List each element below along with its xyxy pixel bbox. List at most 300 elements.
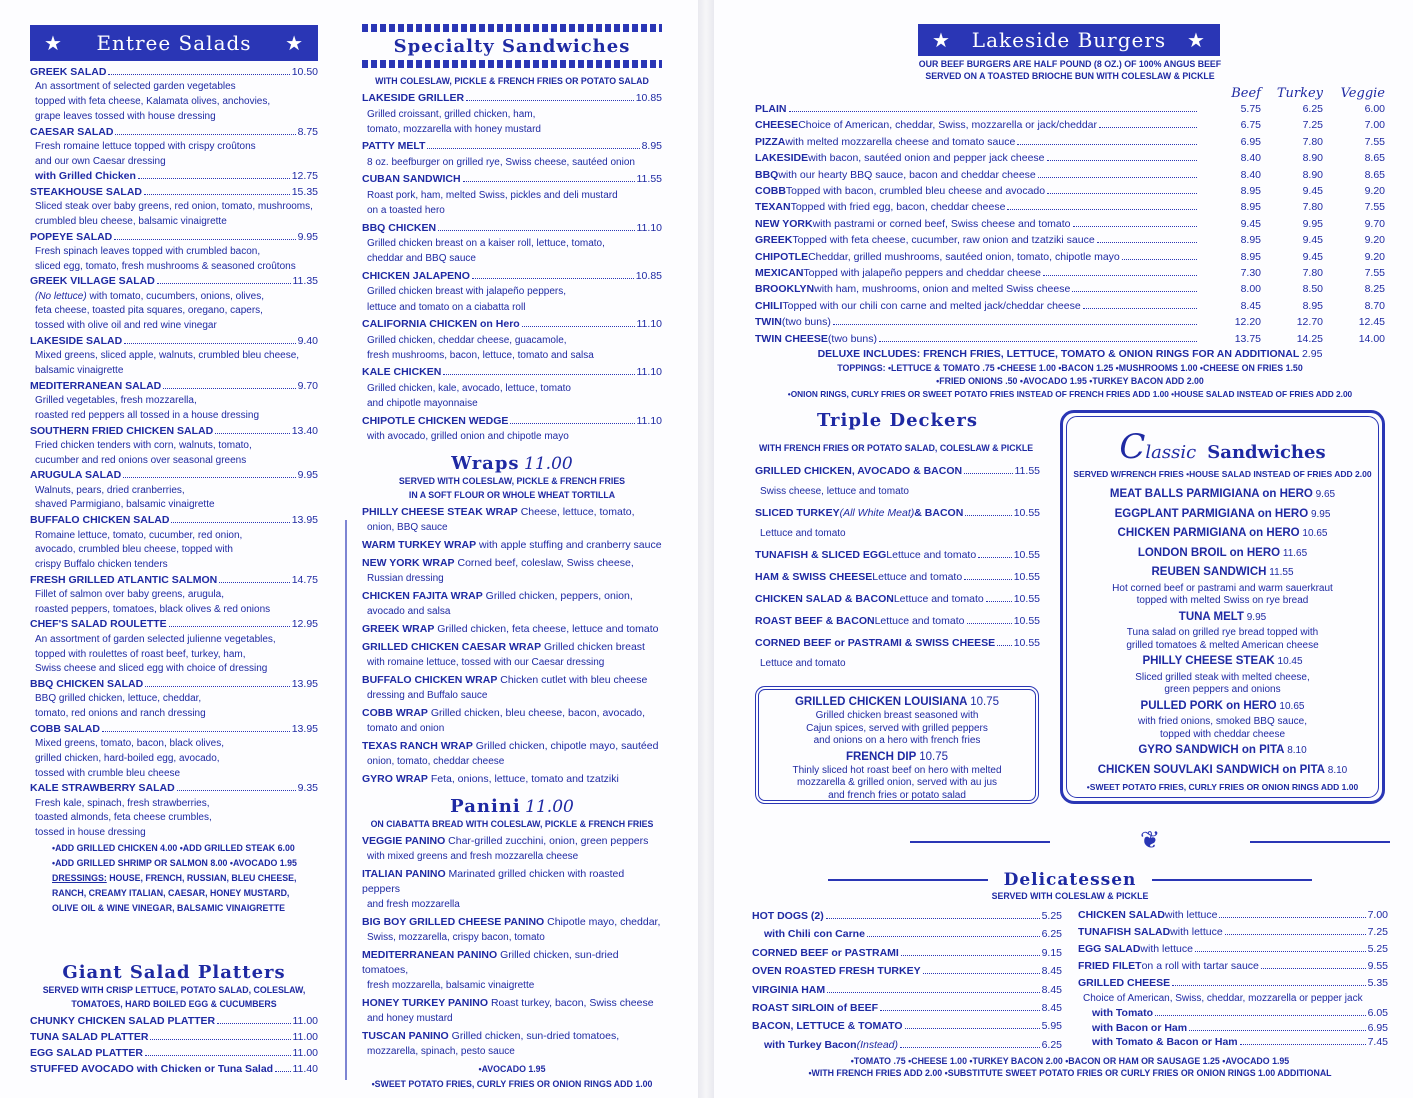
- item-name: CHICKEN FAJITA WRAP: [362, 589, 483, 602]
- item-desc: Marinated grilled chicken with roasted peppers: [362, 867, 625, 895]
- price-beef: 8.40: [1240, 152, 1261, 165]
- item-name: TUNA MELT: [1178, 610, 1244, 623]
- item-desc: Swiss cheese and sliced egg with choice of dressing: [35, 663, 268, 675]
- note-line: •ONION RINGS, CURLY FRIES OR SWEET POTATO FRIES INSTEAD OF FRENCH FRIES ADD 1.00 •HOUSE SALAD INSTEAD OF FRIES ADD 2.00: [787, 389, 1353, 400]
- item-name: GRILLED CHICKEN, AVOCADO & BACON: [755, 465, 963, 477]
- item-desc: Fillet of salmon over baby greens, arugula,: [35, 589, 224, 601]
- leader-dots: [163, 388, 295, 389]
- item-name: PIZZA: [755, 135, 786, 148]
- item-desc: (No lettuce) with tomato, cucumbers, onions, olives,: [35, 290, 264, 302]
- item-name: LAKESIDE: [755, 152, 809, 165]
- price-veggie: 7.55: [1364, 135, 1385, 148]
- item-label: [755, 314, 1199, 330]
- menu-item-row: [30, 722, 318, 737]
- item-price: 11.10: [636, 318, 662, 331]
- item-name: TEXAN: [755, 201, 791, 214]
- item-name: CALIFORNIA CHICKEN on Hero: [362, 318, 520, 331]
- item-desc: grilled tomatoes & melted American cheese: [1126, 639, 1319, 651]
- menu-item-row: [752, 1017, 1062, 1035]
- note-line: [52, 871, 318, 886]
- item-price: 9.70: [297, 379, 318, 392]
- item-desc: Mixed greens, tomato, bacon, black olives,: [35, 738, 224, 750]
- item-price: 10.45: [1274, 656, 1303, 667]
- item-desc: tossed in house dressing: [35, 827, 146, 839]
- deli-right-list: [1078, 907, 1388, 1054]
- item-desc: Choice of American, Swiss, cheddar, mozzarella or pepper jack: [1083, 993, 1363, 1004]
- price-turkey: 8.95: [1302, 299, 1323, 312]
- burger-row: [755, 232, 1385, 248]
- leader-dots: [997, 645, 1012, 646]
- price-veggie: 8.65: [1364, 168, 1385, 181]
- item-desc: Lettuce and tomato: [886, 549, 977, 561]
- deli-columns: [752, 907, 1388, 1054]
- leader-dots: [1007, 209, 1197, 210]
- item-desc: Topped with fried egg, bacon, cheddar cheese: [790, 201, 1006, 214]
- leader-dots: [217, 1023, 290, 1024]
- item-desc: Grilled chicken, bleu cheese, bacon, avocado,: [427, 706, 646, 719]
- item-desc: onion, BBQ sauce: [367, 521, 448, 533]
- item-name: OVEN ROASTED FRESH TURKEY: [752, 965, 921, 978]
- item-note: (All White Meat): [839, 507, 915, 519]
- price-beef: 8.95: [1240, 250, 1261, 263]
- item-desc: Grilled chicken breast seasoned with: [815, 710, 979, 721]
- leader-dots: [472, 278, 634, 279]
- menu-item: [362, 834, 662, 849]
- item-price: 7.25: [1367, 926, 1388, 938]
- item-price: 9.95: [1243, 611, 1267, 623]
- menu-item-row: [752, 1036, 1062, 1054]
- item-price: 10.55: [1013, 507, 1040, 519]
- dressings-text: HOUSE, FRENCH, RUSSIAN, BLEU CHEESE,: [109, 872, 297, 883]
- item-desc: crispy Buffalo chicken tenders: [35, 558, 168, 570]
- item-price: 11.10: [636, 366, 662, 379]
- item-price: 10.75: [919, 750, 949, 763]
- leader-dots: [438, 230, 634, 231]
- item-price: 10.50: [291, 66, 318, 78]
- item-desc: tomato, red onions and ranch dressing: [35, 708, 206, 720]
- menu-item-row: [752, 925, 1062, 943]
- item-label: [755, 117, 1199, 133]
- leader-dots: [1240, 1044, 1366, 1045]
- item-name: POPEYE SALAD: [30, 230, 113, 243]
- item-name: GREEK VILLAGE SALAD: [30, 275, 155, 288]
- item-name: with Turkey Bacon: [764, 1038, 857, 1051]
- item-desc: Lettuce and tomato: [760, 658, 846, 669]
- menu-item-row: [752, 999, 1062, 1017]
- item-name: BROOKLYN: [755, 283, 815, 296]
- burger-row: [755, 331, 1385, 347]
- burger-row: [755, 150, 1385, 166]
- item-name: HONEY TURKEY PANINO: [362, 996, 489, 1009]
- leader-dots: [157, 283, 291, 284]
- menu-item-row: [30, 781, 318, 796]
- item-desc: Lettuce and tomato: [760, 528, 846, 539]
- item-name: with Tomato & Bacon or Ham: [1092, 1036, 1238, 1048]
- item-name: PLAIN: [755, 103, 787, 115]
- note-line: OLIVE OIL & WINE VINEGAR, BALSAMIC VINAIGRETTE: [52, 902, 285, 913]
- item-label: [755, 199, 1199, 215]
- item-desc: Roast pork, ham, melted Swiss, pickles and deli mustard: [367, 189, 618, 201]
- item-desc: with lettuce: [1140, 943, 1193, 955]
- menu-item: [362, 622, 662, 637]
- item-label: [755, 134, 1199, 150]
- item-desc: Cajun spices, served with grilled peppers: [806, 722, 988, 734]
- leader-dots: [879, 341, 1197, 342]
- item-price: 10.85: [635, 269, 662, 282]
- menu-item-row: [1078, 958, 1388, 975]
- menu-item: [362, 556, 662, 571]
- price-beef: 7.30: [1240, 267, 1261, 280]
- item-desc: Cheddar, grilled mushrooms, sautéed onion, tomato, chipotle mayo: [808, 250, 1120, 263]
- item-name: COBB: [755, 185, 786, 198]
- menu-item-row: [752, 962, 1062, 980]
- menu-item-row: [362, 221, 662, 237]
- section-title: Delicatessen: [1003, 870, 1137, 890]
- item-name: [759, 750, 1035, 765]
- price-turkey: 7.25: [1302, 119, 1323, 132]
- item-name: with Grilled Chicken: [35, 170, 136, 183]
- title-initial: C: [1119, 427, 1146, 467]
- menu-item-row: [752, 981, 1062, 999]
- item-name: MEDITERRANEAN SALAD: [30, 379, 162, 392]
- leader-dots: [144, 194, 290, 195]
- item-name: MEAT BALLS PARMIGIANA on HERO: [1109, 488, 1313, 500]
- item-price: 8.75: [297, 125, 318, 138]
- item-title: GRILLED CHICKEN LOUISIANA: [794, 696, 968, 708]
- menu-item-row: [362, 172, 662, 188]
- item-name: ARUGULA SALAD: [30, 469, 122, 482]
- item-desc: feta cheese, toasted pita squares, oregano, capers,: [35, 305, 263, 317]
- price-turkey: 12.70: [1296, 316, 1323, 329]
- item-name: CUBAN SANDWICH: [362, 173, 461, 186]
- item-name: CORNED BEEF or PASTRAMI & SWISS CHEESE: [755, 637, 996, 649]
- col-veggie: Veggie: [1340, 86, 1385, 101]
- item-price: 11.65: [1280, 547, 1308, 559]
- item-price: 9.65: [1312, 489, 1336, 500]
- item-price: 9.35: [297, 782, 318, 795]
- leader-dots: [880, 1010, 1040, 1011]
- leader-dots: [965, 515, 1011, 516]
- item-label: [755, 101, 1199, 117]
- menu-item-row: [30, 424, 318, 439]
- leader-dots: [1017, 144, 1197, 145]
- item-price: 11.10: [636, 221, 662, 234]
- item-name: NEW YORK WRAP: [362, 556, 455, 569]
- leader-dots: [1219, 917, 1365, 918]
- leader-dots: [124, 343, 295, 344]
- deluxe-price: 2.95: [1301, 348, 1323, 361]
- section-title: Lakeside Burgers: [971, 28, 1167, 52]
- item-desc: mozzarella, spinach, pesto sauce: [367, 1045, 515, 1057]
- leader-dots: [1172, 985, 1365, 986]
- leader-dots: [145, 1055, 291, 1056]
- item-name: [759, 695, 1035, 710]
- burger-row: [755, 249, 1385, 265]
- menu-item: [1063, 563, 1382, 583]
- price-beef: 5.75: [1240, 103, 1261, 115]
- item-price: 9.95: [297, 469, 318, 482]
- leader-dots: [1122, 259, 1197, 260]
- item-name: TUNA SALAD PLATTER: [30, 1031, 149, 1043]
- item-price: 11.00: [292, 1015, 318, 1027]
- item-desc: and chipotle mayonnaise: [367, 398, 478, 410]
- item-price: 7.45: [1367, 1036, 1388, 1048]
- item-desc: Topped with feta cheese, cucumber, raw onion and tzatziki sauce: [792, 234, 1095, 247]
- burgers-banner: [918, 24, 1220, 56]
- item-name: CORNED BEEF or PASTRAMI: [752, 946, 899, 959]
- item-label: [755, 331, 1199, 347]
- menu-item-row: [30, 1045, 318, 1061]
- item-price: 8.45: [1041, 965, 1062, 978]
- ornament-divider: [910, 827, 1390, 854]
- panini-heading: [362, 796, 662, 817]
- leader-dots: [219, 582, 289, 583]
- item-name: BIG BOY GRILLED CHEESE PANINO: [362, 915, 545, 928]
- menu-item: [1063, 505, 1382, 525]
- item-desc: Chipotle mayo, cheddar,: [544, 915, 661, 928]
- leader-dots: [466, 100, 634, 101]
- item-price: 13.95: [291, 677, 318, 690]
- item-desc: Fresh kale, spinach, fresh strawberries,: [35, 797, 210, 809]
- menu-item: [1063, 608, 1382, 628]
- deli-heading: [752, 870, 1388, 890]
- item-name: COBB WRAP: [362, 706, 428, 719]
- item-desc: Grilled chicken, peppers, onion,: [482, 589, 633, 602]
- menu-item-row: [755, 460, 1040, 482]
- item-desc: Grilled chicken breast with jalapeño peppers,: [367, 286, 566, 298]
- item-name: HAM & SWISS CHEESE: [755, 571, 873, 583]
- menu-item-row: [30, 468, 318, 483]
- menu-item-row: [362, 269, 662, 285]
- leader-dots: [138, 178, 290, 179]
- section-subtitle: SERVED W/FRENCH FRIES •HOUSE SALAD INSTEAD OF FRIES ADD 2.00: [1073, 469, 1372, 479]
- price-veggie: 6.00: [1364, 103, 1385, 115]
- classic-list: [1063, 485, 1382, 780]
- item-name: STEAKHOUSE SALAD: [30, 185, 143, 198]
- item-desc: with our hearty BBQ sauce, bacon and cheddar cheese: [778, 168, 1036, 181]
- item-price: 11.10: [636, 414, 662, 427]
- item-desc: tossed with olive oil and red wine vinegar: [35, 320, 217, 332]
- menu-item-row: [755, 544, 1040, 566]
- leader-dots: [1072, 291, 1197, 292]
- item-price: 9.95: [297, 230, 318, 243]
- item-price: 13.40: [291, 424, 318, 437]
- item-desc: Grilled chicken, feta cheese, lettuce and tomato: [434, 622, 659, 635]
- item-desc: Topped with jalapeño peppers and cheddar cheese: [803, 267, 1042, 280]
- item-desc: cucumber and red onions over seasonal greens: [35, 454, 247, 466]
- triple-deckers-section: [755, 410, 1040, 674]
- item-desc: Swiss cheese, lettuce and tomato: [760, 486, 909, 497]
- note-line: •SWEET POTATO FRIES, CURLY FRIES OR ONION RINGS ADD 1.00: [371, 1078, 653, 1089]
- item-name: STUFFED AVOCADO with Chicken or Tuna Salad: [30, 1063, 274, 1075]
- item-name: ROAST BEEF & BACON: [755, 615, 875, 627]
- item-price: 7.00: [1367, 909, 1388, 921]
- leader-dots: [102, 731, 290, 732]
- item-desc: Hot corned beef or pastrami and warm sauerkraut: [1112, 582, 1333, 594]
- item-name: CHEF'S SALAD ROULETTE: [30, 618, 167, 631]
- item-desc: Fried chicken tenders with corn, walnuts, tomato,: [35, 439, 252, 451]
- note-line: RANCH, CREAMY ITALIAN, CAESAR, HONEY MUSTARD,: [52, 887, 290, 898]
- page-fold: [698, 0, 714, 1098]
- item-name: KALE CHICKEN: [362, 366, 442, 379]
- leader-dots: [826, 918, 1040, 919]
- item-desc: lettuce and tomato on a ciabatta roll: [367, 301, 526, 313]
- item-price: 14.75: [291, 573, 318, 586]
- item-price: 9.55: [1367, 960, 1388, 972]
- item-name: GYRO SANDWICH on PITA: [1138, 744, 1285, 756]
- item-name: BUFFALO CHICKEN WRAP: [362, 673, 498, 686]
- star-icon: ★: [285, 31, 304, 55]
- item-price: 12.95: [291, 618, 318, 631]
- leader-dots: [275, 1071, 290, 1072]
- item-desc: tomato, mozzarella with honey mustard: [367, 123, 541, 135]
- menu-item: [362, 706, 662, 721]
- item-name: TUNAFISH SALAD: [1078, 926, 1171, 938]
- item-name: GREEK SALAD: [30, 66, 107, 78]
- item-desc: An assortment of selected garden vegetables: [35, 81, 236, 93]
- item-desc: Grilled chicken, kale, avocado, lettuce, tomato: [367, 382, 571, 394]
- item-price: 10.55: [1013, 571, 1040, 583]
- note-line: •ADD GRILLED CHICKEN 4.00 •ADD GRILLED STEAK 6.00: [52, 842, 295, 853]
- panini-list: [362, 834, 662, 1062]
- leader-dots: [150, 1039, 290, 1040]
- leader-dots: [986, 601, 1012, 602]
- item-desc: and our own Caesar dressing: [35, 155, 166, 167]
- item-desc: Grilled chicken breast: [541, 640, 645, 653]
- section-price: 11.00: [525, 796, 574, 817]
- item-name: NEW YORK: [755, 217, 813, 230]
- item-name: CHILI: [755, 299, 783, 312]
- menu-item-row: [362, 414, 662, 430]
- menu-item-row: [362, 317, 662, 333]
- fleuron-icon: ❦: [1139, 827, 1161, 854]
- leader-dots: [1038, 177, 1197, 178]
- item-name: BBQ: [755, 168, 779, 181]
- section-title: Specialty Sandwiches: [393, 36, 631, 57]
- leader-dots: [1047, 193, 1197, 194]
- menu-item-row: [30, 169, 318, 184]
- section-title: Entree Salads: [96, 31, 252, 55]
- item-price: 6.05: [1367, 1007, 1388, 1019]
- note-line: •TOMATO .75 •CHEESE 1.00 •TURKEY BACON 2.00 •BACON OR HAM OR SAUSAGE 1.25 •AVOCADO 1.95: [850, 1056, 1290, 1067]
- item-name: CHICKEN SOUVLAKI SANDWICH on PITA: [1097, 763, 1325, 776]
- burger-row: [755, 314, 1385, 330]
- burger-row: [755, 216, 1385, 232]
- item-desc: (two buns): [827, 332, 877, 345]
- leader-dots: [522, 326, 635, 327]
- leader-dots: [510, 423, 634, 424]
- item-desc: with lettuce: [1170, 926, 1223, 938]
- item-label: [755, 281, 1199, 297]
- item-name: PHILLY CHEESE STEAK WRAP: [362, 505, 518, 518]
- price-turkey: 9.95: [1302, 217, 1323, 230]
- item-desc: Choice of American, cheddar, Swiss, mozzarella or jack/cheddar: [798, 119, 1097, 132]
- flourish-left: [828, 879, 988, 881]
- menu-item-row: [362, 91, 662, 107]
- item-name: FRESH GRILLED ATLANTIC SALMON: [30, 573, 218, 586]
- item-desc: Char-grilled zucchini, onion, green peppers: [445, 834, 649, 847]
- price-beef: 8.40: [1240, 168, 1261, 181]
- item-desc: mozzarella & grilled onion, served with au jus: [796, 777, 998, 788]
- leader-dots: [978, 557, 1012, 558]
- price-turkey: 8.90: [1302, 152, 1323, 165]
- item-price: 6.95: [1367, 1021, 1388, 1034]
- item-label: [755, 265, 1199, 281]
- section-subtitle: WITH FRENCH FRIES OR POTATO SALAD, COLESLAW & PICKLE: [759, 443, 1034, 453]
- item-desc: cheddar and BBQ sauce: [367, 253, 476, 265]
- item-name: CHUNKY CHICKEN SALAD PLATTER: [30, 1015, 216, 1027]
- menu-item: [362, 589, 662, 604]
- menu-item-row: [30, 334, 318, 349]
- item-desc: tomato and onion: [367, 722, 445, 734]
- flourish-right: [1152, 879, 1312, 881]
- price-veggie: 14.00: [1358, 332, 1385, 345]
- price-beef: 8.45: [1240, 299, 1261, 312]
- section-subtitle: TOMATOES, HARD BOILED EGG & CUCUMBERS: [71, 999, 277, 1009]
- price-beef: 8.95: [1240, 185, 1261, 198]
- vine-divider: [345, 520, 347, 1080]
- section-subtitle: IN A SOFT FLOUR OR WHOLE WHEAT TORTILLA: [408, 489, 616, 500]
- menu-item-row: [30, 677, 318, 692]
- leader-dots: [114, 239, 295, 240]
- price-veggie: 8.70: [1364, 299, 1385, 312]
- leader-dots: [1099, 127, 1197, 128]
- leader-dots: [1083, 308, 1197, 309]
- menu-item-row: [362, 365, 662, 381]
- item-name: MEXICAN: [755, 267, 804, 280]
- menu-item: [362, 948, 662, 978]
- leader-dots: [1189, 1030, 1365, 1031]
- note-line: •AVOCADO 1.95: [478, 1063, 546, 1074]
- item-name: LONDON BROIL on HERO: [1137, 546, 1281, 559]
- salad-notes: [30, 841, 318, 916]
- spacer: [362, 445, 662, 447]
- item-desc: Mixed greens, sliced apple, walnuts, crumbled bleu cheese,: [35, 350, 300, 362]
- item-desc: and honey mustard: [367, 1012, 453, 1024]
- deluxe-line: [755, 347, 1385, 362]
- item-name: PHILLY CHEESE STEAK: [1142, 655, 1275, 667]
- menu-item-row: [30, 1061, 318, 1077]
- leader-dots: [900, 1047, 1040, 1048]
- price-veggie: 12.45: [1358, 316, 1385, 329]
- item-name: EGGPLANT PARMIGIANA on HERO: [1114, 507, 1309, 520]
- item-name: MEDITERRANEAN PANINO: [362, 948, 498, 961]
- item-desc: Grilled croissant, grilled chicken, ham,: [367, 108, 536, 120]
- price-turkey: 7.80: [1302, 135, 1323, 148]
- item-desc: Swiss, mozzarella, crispy bacon, tomato: [367, 931, 545, 943]
- leader-dots: [1047, 160, 1197, 161]
- item-price: 5.25: [1041, 910, 1062, 922]
- item-desc: Chicken cutlet with bleu cheese: [497, 673, 648, 686]
- item-desc: Cheese, lettuce, tomato,: [517, 505, 635, 518]
- item-desc: (two buns): [781, 316, 831, 329]
- item-price: 8.95: [641, 140, 662, 153]
- menu-item-row: [30, 617, 318, 632]
- item-label: [755, 167, 1199, 183]
- leader-dots: [463, 181, 635, 182]
- item-price: 8.45: [1041, 1002, 1062, 1015]
- price-veggie: 7.55: [1364, 201, 1385, 214]
- price-turkey: 7.80: [1302, 201, 1323, 214]
- menu-item: [362, 640, 662, 655]
- leader-dots: [123, 477, 295, 478]
- specialty-list: [362, 91, 662, 447]
- item-price: 15.35: [291, 185, 318, 198]
- item-desc: Sliced steak over baby greens, red onion, tomato, mushrooms,: [35, 201, 313, 213]
- item-name: EGG SALAD: [1078, 943, 1141, 955]
- menu-item: [1063, 697, 1382, 717]
- item-desc: grape leaves tossed with house dressing: [35, 110, 216, 122]
